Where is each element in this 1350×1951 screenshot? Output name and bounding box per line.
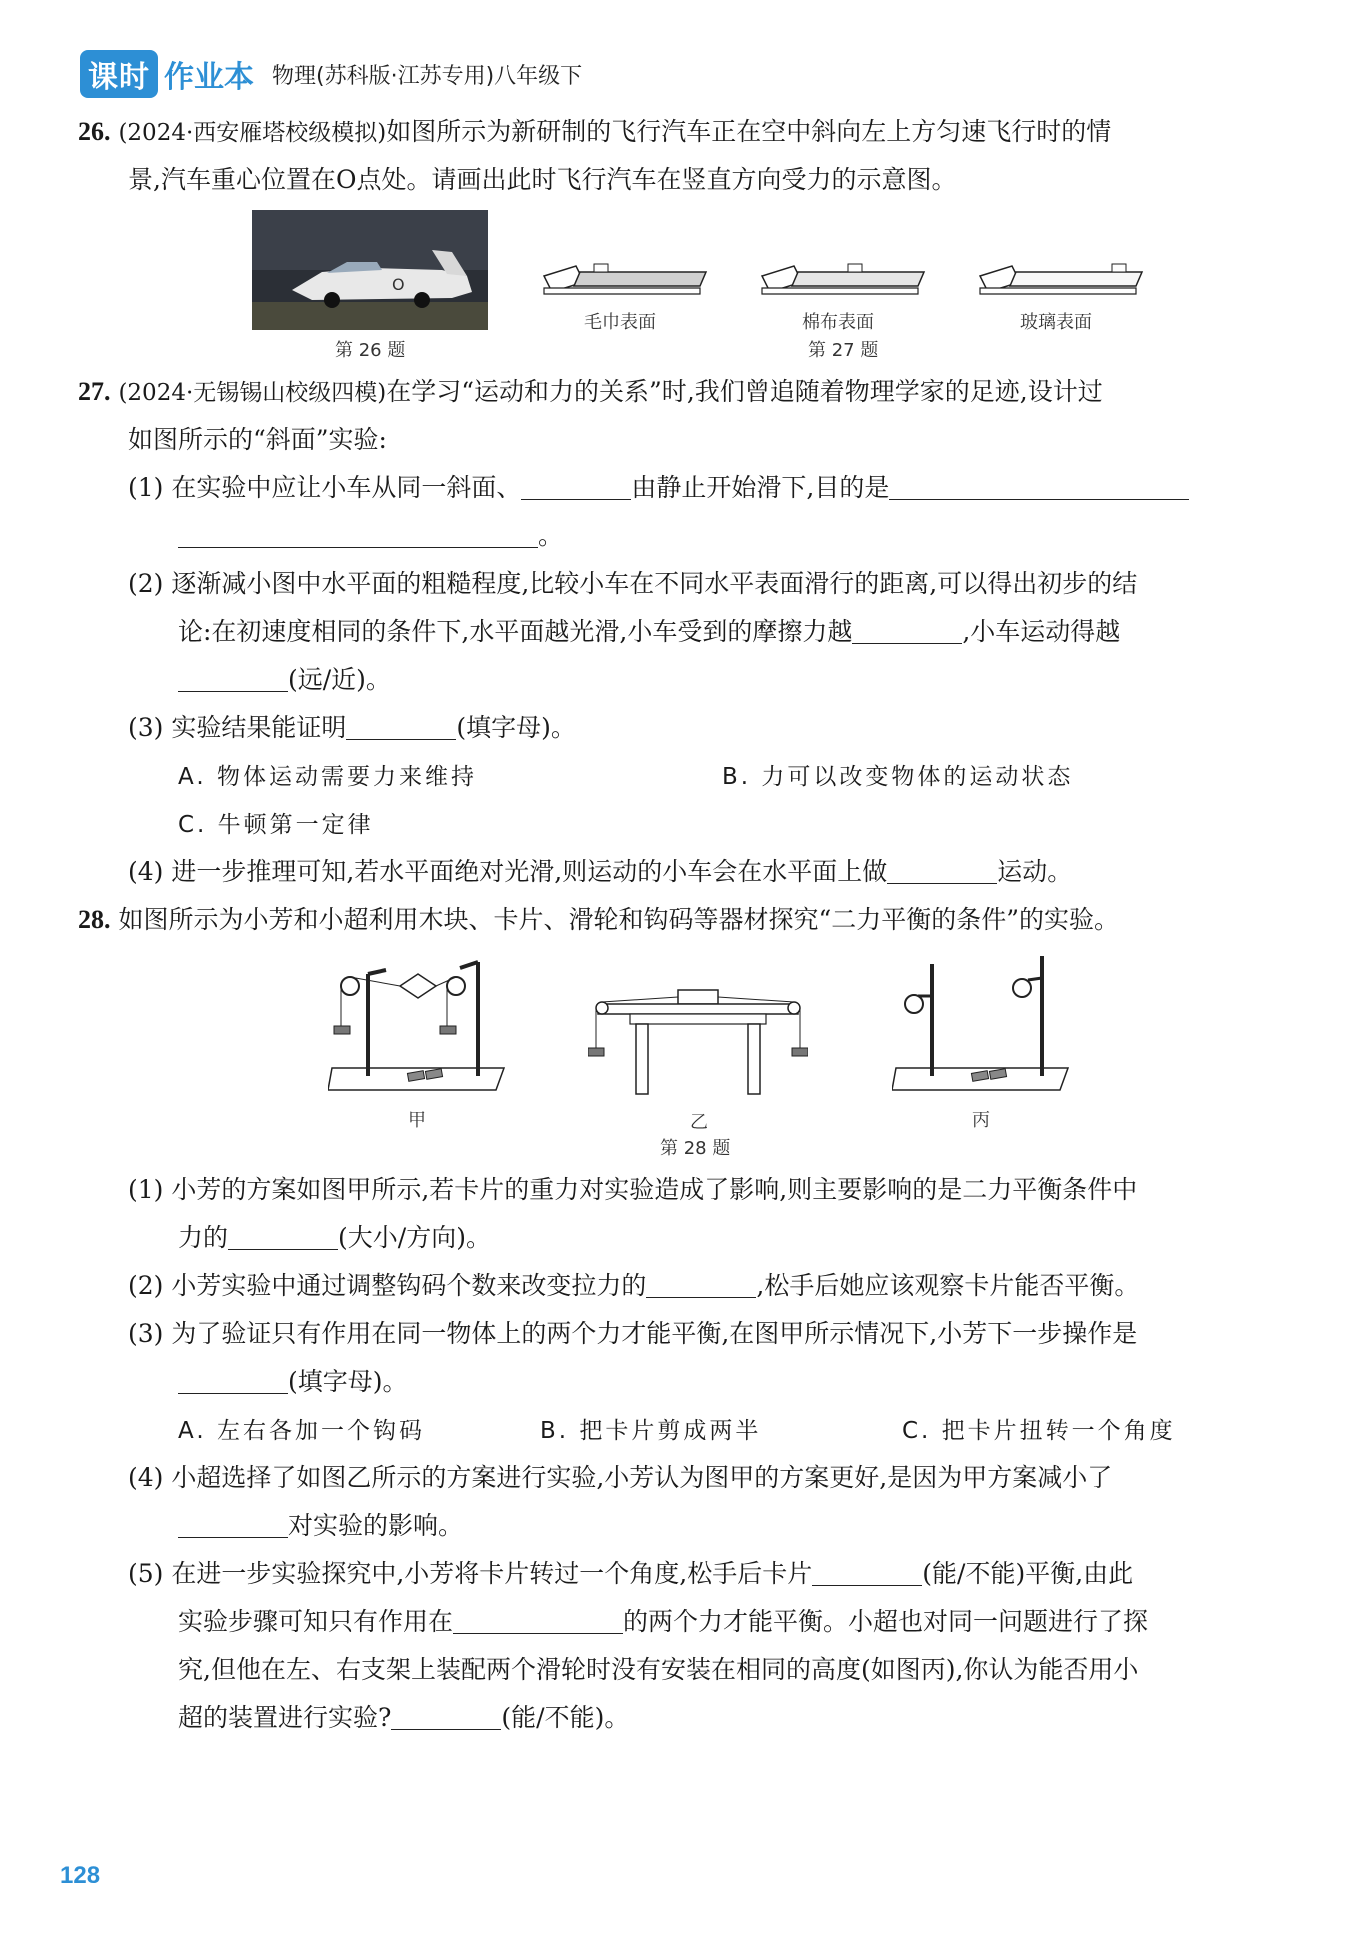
q27-p4-text-b: 运动。: [997, 857, 1073, 886]
q27-figure-caption: 第 27 题: [808, 340, 879, 361]
q27-part4: [128, 852, 1072, 888]
q28-p5-text-b: (能/不能)平衡,由此: [922, 1559, 1134, 1588]
brand-logo-text: 作业本: [164, 60, 254, 95]
q27-p1-blank1[interactable]: [521, 473, 631, 500]
q27-p2-text-b: 论:在初速度相同的条件下,水平面越光滑,小车受到的摩擦力越: [178, 617, 853, 646]
apparatus-yi: [588, 984, 808, 1104]
q27-part1: [128, 468, 1189, 504]
q28-part4-line1: (4) 小超选择了如图乙所示的方案进行实验,小芳认为图甲的方案更好,是因为甲方案减小了: [128, 1463, 1113, 1492]
q28-option-b: B. 把卡片剪成两半: [540, 1418, 762, 1444]
q27-p4-text-a: (4) 进一步推理可知,若水平面绝对光滑,则运动的小车会在水平面上做: [128, 857, 888, 886]
label-glass: 玻璃表面: [1020, 312, 1092, 333]
svg-text:O: O: [392, 275, 405, 294]
q28-part3-line1: (3) 为了验证只有作用在同一物体上的两个力才能平衡,在图甲所示情况下,小芳下一步操作是: [128, 1319, 1138, 1348]
subject-title: 物理(苏科版·江苏专用)八年级下: [272, 63, 583, 89]
q28-line1: [78, 900, 1119, 936]
q27-p3-blank[interactable]: [346, 713, 456, 740]
q27-text1: 在学习“运动和力的关系”时,我们曾追随着物理学家的足迹,设计过: [386, 377, 1103, 406]
q27-part2-line1: (2) 逐渐减小图中水平面的粗糙程度,比较小车在不同水平表面滑行的距离,可以得出初步的结: [128, 569, 1138, 598]
q28-part1-line1: (1) 小芳的方案如图甲所示,若卡片的重力对实验造成了影响,则主要影响的是二力平衡条件中: [128, 1175, 1138, 1204]
q28-p3-blank[interactable]: [178, 1367, 288, 1394]
q28-p5-blank3[interactable]: [391, 1703, 501, 1730]
label-bing: 丙: [972, 1110, 990, 1131]
q26-line2: 景,汽车重心位置在O点处。请画出此时飞行汽车在竖直方向受力的示意图。: [128, 165, 957, 194]
label-cotton: 棉布表面: [802, 312, 874, 333]
q28-p2-blank[interactable]: [646, 1271, 756, 1298]
q28-p5-blank2[interactable]: [453, 1607, 623, 1634]
q28-p4-blank[interactable]: [178, 1511, 288, 1538]
q27-p1-text-b: 由静止开始滑下,目的是: [631, 473, 890, 502]
q26-source: (2024·西安雁塔校级模拟): [118, 120, 387, 146]
q28-part5-line1: [128, 1554, 1133, 1590]
q28-figure-caption: 第 28 题: [660, 1138, 731, 1159]
q28-option-c: C. 把卡片扭转一个角度: [902, 1418, 1176, 1444]
q26-line1: [78, 112, 1111, 148]
q28-part5-line4: [178, 1698, 629, 1734]
q27-part2-line3: [178, 660, 391, 696]
label-towel: 毛巾表面: [584, 312, 656, 333]
page-number: 128: [60, 1862, 101, 1889]
brand-logo-box: 课时: [80, 50, 158, 98]
q27-p2-text-d: (远/近)。: [288, 665, 391, 694]
q28-part5-line3: 究,但他在左、右支架上装配两个滑轮时没有安装在相同的高度(如图丙),你认为能否用小: [178, 1655, 1139, 1684]
q28-p5-text-f: 超的装置进行实验?: [178, 1703, 392, 1732]
q28-part1-line2: [178, 1218, 491, 1254]
q27-p1-text-a: (1) 在实验中应让小车从同一斜面、: [128, 473, 522, 502]
label-jia: 甲: [408, 1110, 426, 1131]
q28-p5-text-c: 实验步骤可知只有作用在: [178, 1607, 454, 1636]
label-yi: 乙: [690, 1112, 708, 1133]
q28-option-a: A. 左右各加一个钩码: [178, 1418, 425, 1444]
q27-p4-blank[interactable]: [887, 857, 997, 884]
q28-p5-text-d: 的两个力才能平衡。小超也对同一问题进行了探: [623, 1607, 1149, 1636]
q28-p2-text-a: (2) 小芳实验中通过调整钩码个数来改变拉力的: [128, 1271, 647, 1300]
apparatus-jia: [328, 948, 508, 1108]
q27-option-c: C. 牛顿第一定律: [178, 812, 374, 838]
q27-p2-text-c: ,小车运动得越: [962, 617, 1121, 646]
q27-p1-blank3[interactable]: [178, 521, 538, 548]
apparatus-bing: [892, 948, 1072, 1108]
q27-line1: [78, 372, 1103, 408]
q26-number: 26.: [78, 117, 111, 146]
q27-line2: 如图所示的“斜面”实验:: [128, 425, 387, 454]
q27-part1-cont: [178, 516, 563, 552]
q28-p1-text-c: (大小/方向)。: [338, 1223, 491, 1252]
q28-p1-blank[interactable]: [228, 1223, 338, 1250]
page-header: [80, 52, 582, 96]
cotton-surface-figure: [758, 258, 928, 304]
q28-part5-line2: [178, 1602, 1148, 1638]
q28-p5-text-g: (能/不能)。: [501, 1703, 630, 1732]
q28-p3-text-b: (填字母)。: [288, 1367, 408, 1396]
flying-car-photo: [252, 210, 488, 330]
q27-p2-blank2[interactable]: [178, 665, 288, 692]
q28-number: 28.: [78, 905, 111, 934]
q28-p2-text-b: ,松手后她应该观察卡片能否平衡。: [756, 1271, 1140, 1300]
q27-p1-blank2[interactable]: [889, 473, 1189, 500]
q28-p5-text-a: (5) 在进一步实验探究中,小芳将卡片转过一个角度,松手后卡片: [128, 1559, 813, 1588]
q28-p4-text-b: 对实验的影响。: [288, 1511, 464, 1540]
q28-text1: 如图所示为小芳和小超利用木块、卡片、滑轮和钩码等器材探究“二力平衡的条件”的实验。: [118, 905, 1120, 934]
q27-number: 27.: [78, 377, 111, 406]
q26-text1: 如图所示为新研制的飞行汽车正在空中斜向左上方匀速飞行时的情: [386, 117, 1112, 146]
q27-p3-text-b: (填字母)。: [456, 713, 576, 742]
q27-p2-blank1[interactable]: [852, 617, 962, 644]
q27-p3-text-a: (3) 实验结果能证明: [128, 713, 347, 742]
q26-figure-caption: 第 26 题: [335, 340, 406, 361]
q27-part2-line2: [178, 612, 1120, 648]
q28-part3-line2: [178, 1362, 408, 1398]
towel-surface-figure: [540, 258, 710, 304]
q28-p5-blank1[interactable]: [812, 1559, 922, 1586]
q27-source: (2024·无锡锡山校级四模): [118, 380, 387, 406]
q27-part3: [128, 708, 576, 744]
q28-p1-text-b: 力的: [178, 1223, 229, 1252]
q28-part2: [128, 1266, 1139, 1302]
q27-option-a: A. 物体运动需要力来维持: [178, 764, 477, 790]
glass-surface-figure: [976, 258, 1146, 304]
q27-option-b: B. 力可以改变物体的运动状态: [722, 764, 1074, 790]
q27-p1-text-c: 。: [538, 521, 564, 550]
q28-part4-line2: [178, 1506, 463, 1542]
